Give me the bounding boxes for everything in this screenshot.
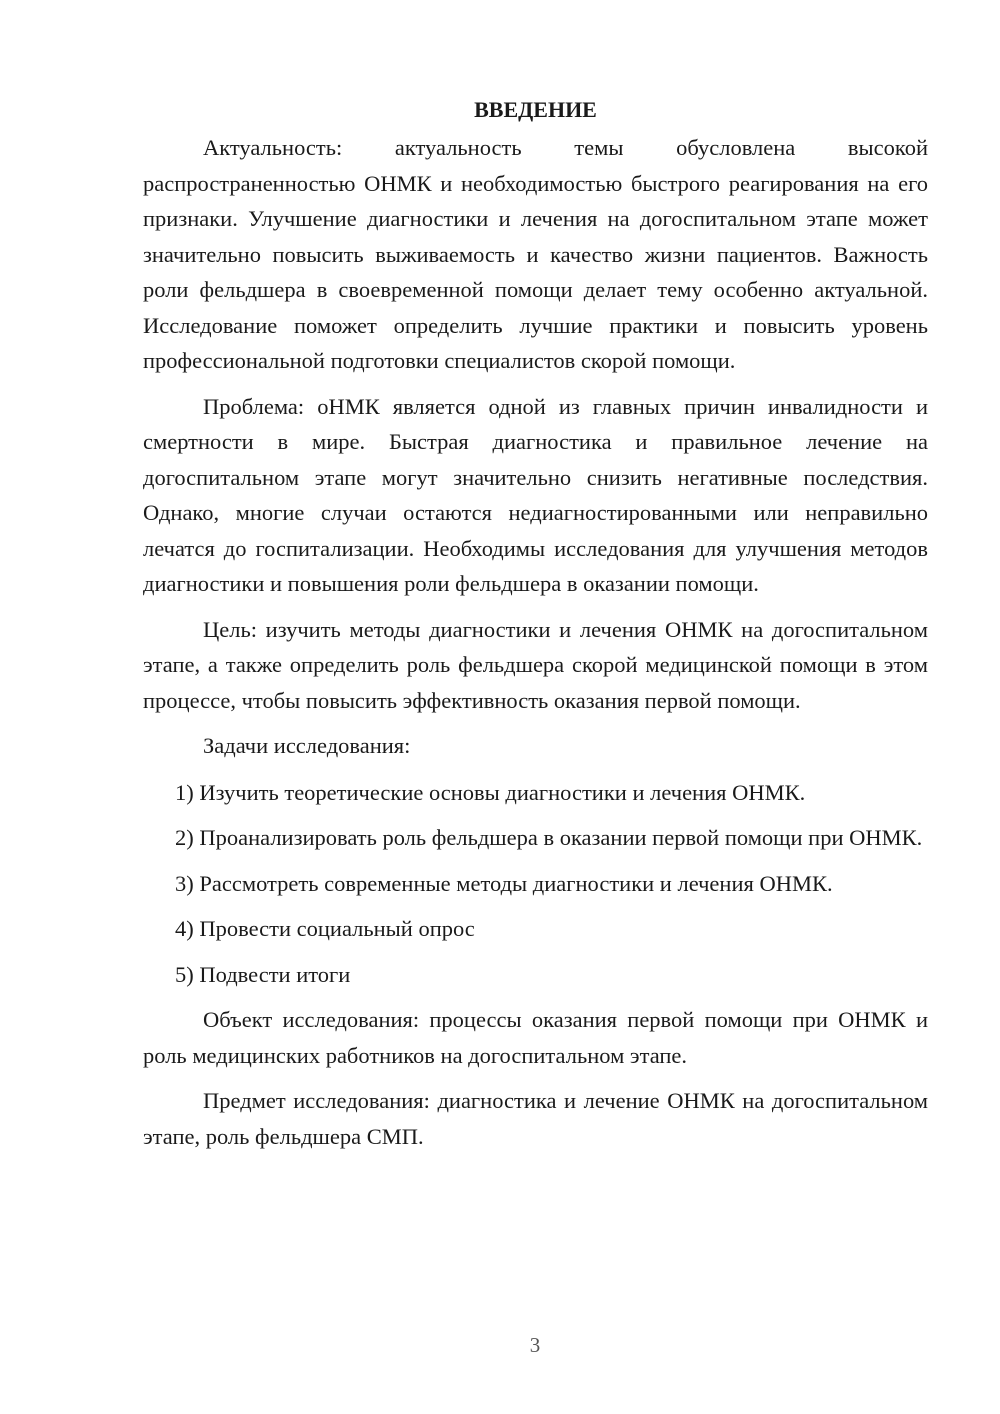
paragraph-goal: Цель: изучить методы диагностики и лечения ОНМК на догоспитальном этапе, а также определить роль фельдшера скорой медицинской помощи в этом процессе, чтобы повысить эффективность оказания первой помощи. bbox=[143, 616, 928, 713]
section-heading: ВВЕДЕНИЕ bbox=[474, 97, 597, 122]
task-item: 3) Рассмотреть современные методы диагностики и лечения ОНМК. bbox=[175, 870, 833, 896]
page-number: 3 bbox=[529, 1333, 541, 1357]
paragraph-subject: Предмет исследования: диагностика и лечение ОНМК на догоспитальном этапе, роль фельдшера СМП. bbox=[143, 1088, 928, 1149]
paragraph-relevance: Актуальность: актуальность темы обусловлена высокой распространенностью ОНМК и необходимостью быстрого реагирования на его признаки. Улучшение диагностики и лечения на догоспитальном этапе может значительно повысить выживаемость и качество жизни пациентов. Важность роли фельдшера в своевременной помощи делает тему особенно актуальной. Исследование поможет определить лучшие практики и повысить уровень профессиональной подготовки специалистов скорой помощи. bbox=[143, 135, 928, 373]
paragraph-problem: Проблема: оНМК является одной из главных причин инвалидности и смертности в мире. Быстрая диагностика и правильное лечение на догоспитальном этапе могут значительно снизить негативные последствия. Однако, многие случаи остаются недиагностированными или неправильно лечатся до госпитализации. Необходимы исследования для улучшения методов диагностики и повышения роли фельдшера в оказании помощи. bbox=[143, 393, 928, 596]
task-item: 4) Провести социальный опрос bbox=[175, 916, 475, 941]
task-item: 1) Изучить теоретические основы диагностики и лечения ОНМК. bbox=[175, 779, 806, 805]
task-item: 2) Проанализировать роль фельдшера в оказании первой помощи при ОНМК. bbox=[175, 825, 923, 850]
task-item: 5) Подвести итоги bbox=[175, 961, 351, 987]
paragraph-object: Объект исследования: процессы оказания первой помощи при ОНМК и роль медицинских работников на догоспитальном этапе. bbox=[143, 1007, 928, 1068]
tasks-title: Задачи исследования: bbox=[203, 733, 411, 758]
page-content bbox=[143, 90, 928, 1154]
